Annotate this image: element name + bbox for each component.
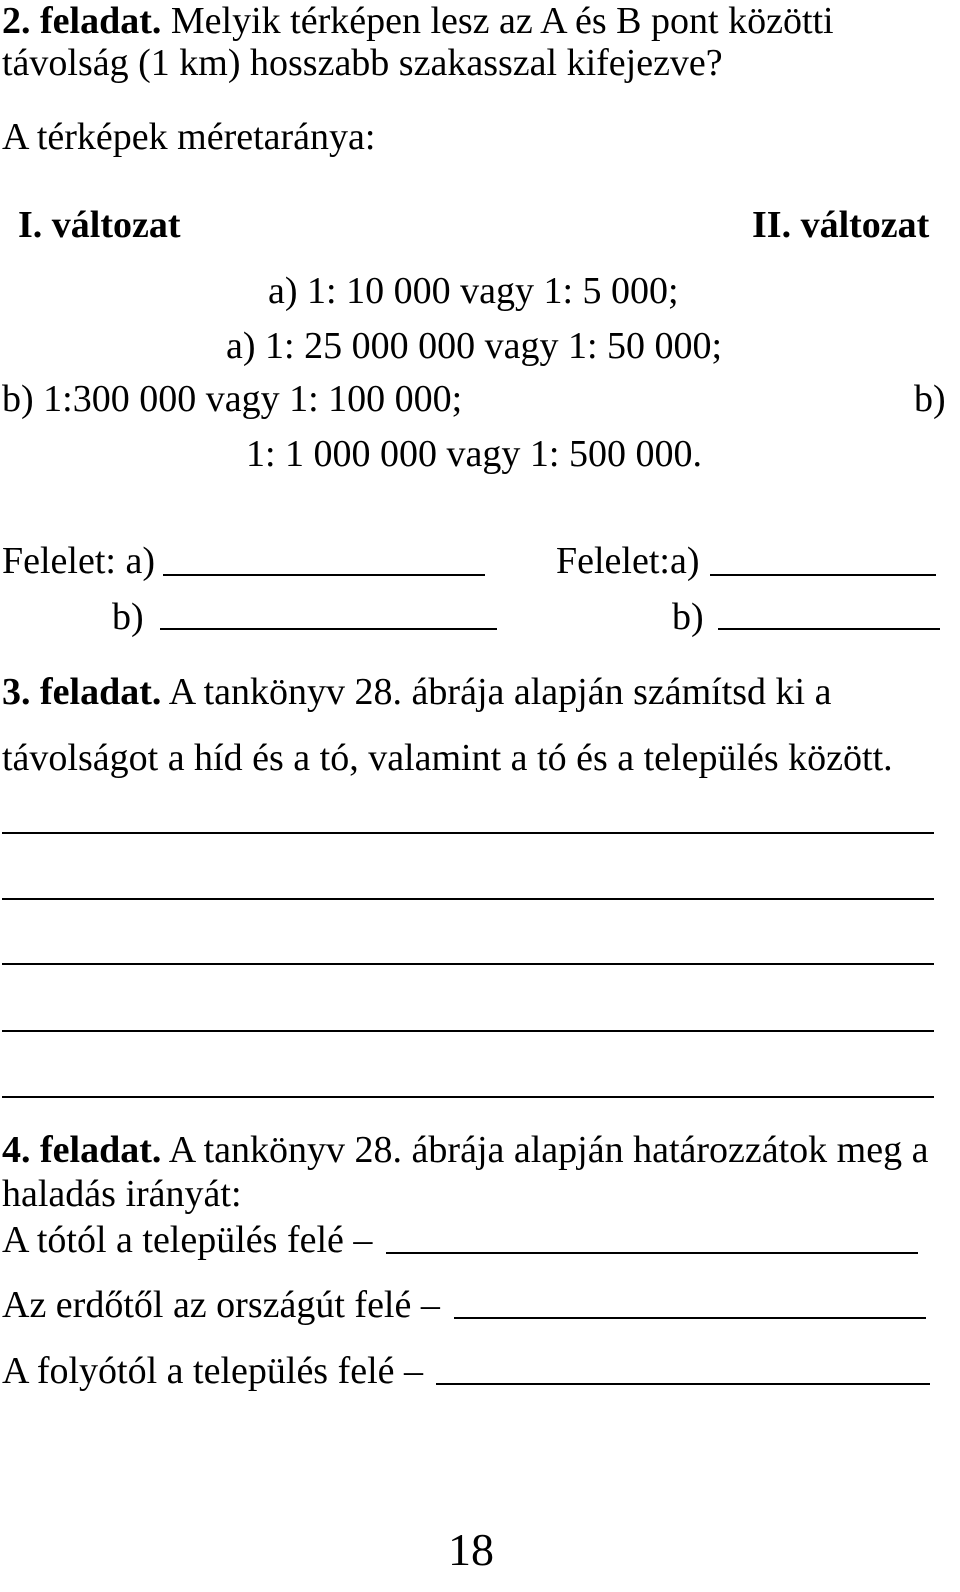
answer-right-b-label: b) — [672, 596, 704, 638]
answer-right-b-blank[interactable] — [718, 628, 940, 630]
answer-left-b-label: b) — [112, 596, 144, 638]
task3-text-2: távolságot a híd és a tó, valamint a tó és a település között. — [2, 737, 893, 779]
scale-line-b1: b) 1:300 000 vagy 1: 100 000; — [2, 378, 463, 420]
task3-heading — [2, 673, 831, 711]
task4-item-1: A tótól a település felé – — [2, 1219, 373, 1261]
task4-heading — [2, 1131, 928, 1169]
task3-text-1: A tankönyv 28. ábrája alapján számítsd ki a — [168, 671, 832, 713]
task3-answer-line[interactable] — [2, 963, 934, 965]
task3-answer-line[interactable] — [2, 898, 934, 900]
task4-item-1-blank[interactable] — [386, 1252, 918, 1254]
answer-left-a-blank[interactable] — [163, 574, 485, 576]
task3-answer-line[interactable] — [2, 1030, 934, 1032]
task2-question-2: távolság (1 km) hosszabb szakasszal kifejezve? — [2, 42, 723, 84]
answer-left-a-label: Felelet: a) — [2, 540, 155, 582]
scale-line-a2: a) 1: 25 000 000 vagy 1: 50 000; — [226, 325, 723, 367]
task4-item-2: Az erdőtől az országút felé – — [2, 1284, 440, 1326]
task2-scale-intro: A térképek méretaránya: — [2, 116, 376, 158]
task3-answer-line[interactable] — [2, 1096, 934, 1098]
scale-line-b2: 1: 1 000 000 vagy 1: 500 000. — [246, 433, 702, 475]
task2-label: 2. feladat. — [2, 0, 162, 42]
task4-label: 4. feladat. — [2, 1129, 162, 1171]
scale-line-b1-right: b) — [914, 378, 946, 420]
answer-right-a-blank[interactable] — [710, 574, 936, 576]
scale-line-a1: a) 1: 10 000 vagy 1: 5 000; — [268, 270, 679, 312]
task4-item-3: A folyótól a település felé – — [2, 1350, 424, 1392]
task2-question-1: Melyik térképen lesz az A és B pont közötti — [170, 0, 834, 42]
answer-left-b-blank[interactable] — [160, 628, 497, 630]
variant-2-heading: II. változat — [752, 204, 930, 246]
task3-label: 3. feladat. — [2, 671, 162, 713]
task2-heading — [2, 2, 834, 40]
variant-1-heading: I. változat — [18, 204, 181, 246]
answer-right-a-label: Felelet:a) — [556, 540, 700, 582]
task4-text-1: A tankönyv 28. ábrája alapján határozzátok meg a — [168, 1129, 929, 1171]
task4-item-2-blank[interactable] — [454, 1317, 926, 1319]
task4-text-2: haladás irányát: — [2, 1173, 242, 1215]
page-number: 18 — [448, 1524, 494, 1575]
task3-answer-line[interactable] — [2, 832, 934, 834]
task4-item-3-blank[interactable] — [436, 1383, 930, 1385]
